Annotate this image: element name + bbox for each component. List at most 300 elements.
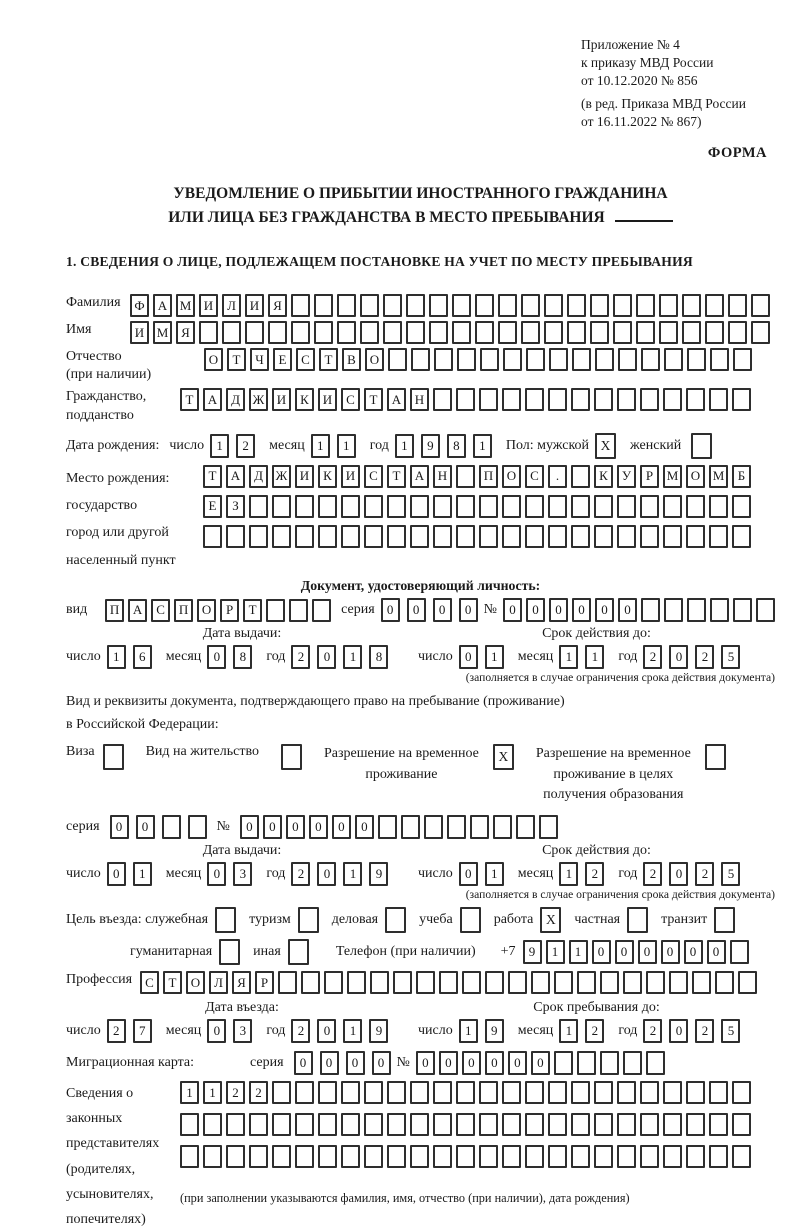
form-cell[interactable]: [281, 744, 302, 770]
form-cell[interactable]: [245, 321, 264, 344]
form-cell[interactable]: [318, 495, 337, 518]
form-cell[interactable]: [663, 1145, 682, 1168]
form-cell[interactable]: [480, 348, 499, 371]
form-cell[interactable]: [410, 525, 429, 548]
form-cell[interactable]: .: [548, 465, 567, 488]
form-cell[interactable]: [452, 294, 471, 317]
form-cell[interactable]: [617, 1081, 636, 1104]
form-cell[interactable]: [709, 1145, 728, 1168]
form-cell[interactable]: [502, 495, 521, 518]
form-cell[interactable]: [416, 971, 435, 994]
form-cell[interactable]: [548, 388, 567, 411]
form-cell[interactable]: [383, 294, 402, 317]
form-cell[interactable]: [337, 294, 356, 317]
form-cell[interactable]: 1: [107, 645, 126, 669]
form-cell[interactable]: [370, 971, 389, 994]
form-cell[interactable]: [663, 388, 682, 411]
form-cell[interactable]: [456, 1113, 475, 1136]
profession-input[interactable]: [140, 971, 757, 994]
form-cell[interactable]: 0: [485, 1051, 504, 1075]
visa-checkbox[interactable]: [103, 744, 124, 770]
form-cell[interactable]: [503, 348, 522, 371]
form-cell[interactable]: [567, 321, 586, 344]
form-cell[interactable]: 8: [233, 645, 252, 669]
form-cell[interactable]: [318, 1113, 337, 1136]
form-cell[interactable]: 5: [721, 645, 740, 669]
form-cell[interactable]: 0: [615, 940, 634, 964]
form-cell[interactable]: [732, 1081, 751, 1104]
form-cell[interactable]: [715, 971, 734, 994]
form-cell[interactable]: [567, 294, 586, 317]
form-cell[interactable]: [479, 525, 498, 548]
form-cell[interactable]: [226, 1113, 245, 1136]
form-cell[interactable]: [732, 1145, 751, 1168]
form-cell[interactable]: [312, 599, 331, 622]
form-cell[interactable]: 0: [508, 1051, 527, 1075]
form-cell[interactable]: [383, 321, 402, 344]
form-cell[interactable]: [219, 939, 240, 965]
form-cell[interactable]: [493, 815, 512, 839]
form-cell[interactable]: 1: [485, 645, 504, 669]
form-cell[interactable]: 2: [226, 1081, 245, 1104]
form-cell[interactable]: 0: [136, 815, 155, 839]
form-cell[interactable]: 0: [207, 645, 226, 669]
form-cell[interactable]: [526, 348, 545, 371]
permit-valid-year-input[interactable]: [643, 862, 740, 886]
form-cell[interactable]: X: [493, 744, 514, 770]
form-cell[interactable]: [502, 388, 521, 411]
permit-issue-day-input[interactable]: [107, 862, 152, 886]
form-cell[interactable]: X: [540, 907, 561, 933]
representatives-input-row3[interactable]: [180, 1145, 751, 1168]
form-cell[interactable]: [525, 388, 544, 411]
form-cell[interactable]: О: [186, 971, 205, 994]
form-cell[interactable]: 0: [286, 815, 305, 839]
form-cell[interactable]: 2: [695, 645, 714, 669]
purpose-other-checkbox[interactable]: [288, 939, 309, 965]
form-cell[interactable]: [617, 495, 636, 518]
form-cell[interactable]: Я: [232, 971, 251, 994]
form-cell[interactable]: 2: [107, 1019, 126, 1043]
form-cell[interactable]: [180, 1113, 199, 1136]
form-cell[interactable]: [636, 294, 655, 317]
form-cell[interactable]: М: [153, 321, 172, 344]
name-input[interactable]: [130, 321, 770, 344]
form-cell[interactable]: [686, 1081, 705, 1104]
form-cell[interactable]: [429, 321, 448, 344]
form-cell[interactable]: А: [410, 465, 429, 488]
form-cell[interactable]: [594, 1081, 613, 1104]
form-cell[interactable]: 0: [346, 1051, 365, 1075]
form-cell[interactable]: 0: [459, 645, 478, 669]
form-cell[interactable]: [364, 1081, 383, 1104]
form-cell[interactable]: М: [176, 294, 195, 317]
form-cell[interactable]: [295, 1081, 314, 1104]
form-cell[interactable]: [341, 1081, 360, 1104]
form-cell[interactable]: 5: [721, 862, 740, 886]
form-cell[interactable]: [272, 1113, 291, 1136]
form-cell[interactable]: 0: [317, 645, 336, 669]
permit-number-input[interactable]: [240, 815, 558, 839]
form-cell[interactable]: 0: [549, 598, 568, 622]
form-cell[interactable]: 0: [381, 598, 400, 622]
form-cell[interactable]: [479, 495, 498, 518]
form-cell[interactable]: [215, 907, 236, 933]
entry-month-input[interactable]: [207, 1019, 252, 1043]
form-cell[interactable]: [521, 321, 540, 344]
purpose-private-checkbox[interactable]: [627, 907, 648, 933]
form-cell[interactable]: [318, 525, 337, 548]
form-cell[interactable]: В: [342, 348, 361, 371]
form-cell[interactable]: [641, 598, 660, 622]
form-cell[interactable]: [531, 971, 550, 994]
form-cell[interactable]: 8: [369, 645, 388, 669]
form-cell[interactable]: 0: [439, 1051, 458, 1075]
form-cell[interactable]: [388, 348, 407, 371]
form-cell[interactable]: 0: [309, 815, 328, 839]
form-cell[interactable]: [600, 1051, 619, 1075]
form-cell[interactable]: [709, 388, 728, 411]
form-cell[interactable]: 7: [133, 1019, 152, 1043]
form-cell[interactable]: [479, 1081, 498, 1104]
form-cell[interactable]: [756, 598, 775, 622]
form-cell[interactable]: [594, 1145, 613, 1168]
form-cell[interactable]: [203, 1113, 222, 1136]
form-cell[interactable]: 2: [236, 434, 255, 458]
form-cell[interactable]: 0: [462, 1051, 481, 1075]
form-cell[interactable]: Р: [255, 971, 274, 994]
entry-day-input[interactable]: [107, 1019, 152, 1043]
birthplace-input-row2[interactable]: [203, 495, 751, 518]
form-cell[interactable]: [571, 1113, 590, 1136]
form-cell[interactable]: [341, 1145, 360, 1168]
form-cell[interactable]: 9: [523, 940, 542, 964]
form-cell[interactable]: [289, 599, 308, 622]
form-cell[interactable]: Д: [226, 388, 245, 411]
doc-issue-year-input[interactable]: [291, 645, 388, 669]
form-cell[interactable]: [613, 294, 632, 317]
form-cell[interactable]: 2: [291, 862, 310, 886]
form-cell[interactable]: [549, 348, 568, 371]
doc-valid-day-input[interactable]: [459, 645, 504, 669]
form-cell[interactable]: [291, 294, 310, 317]
sex-male-checkbox[interactable]: [595, 433, 616, 459]
form-cell[interactable]: С: [364, 465, 383, 488]
form-cell[interactable]: [705, 744, 726, 770]
form-cell[interactable]: Д: [249, 465, 268, 488]
form-cell[interactable]: [387, 1145, 406, 1168]
form-cell[interactable]: 2: [291, 645, 310, 669]
form-cell[interactable]: [341, 525, 360, 548]
form-cell[interactable]: 2: [643, 645, 662, 669]
form-cell[interactable]: [249, 525, 268, 548]
form-cell[interactable]: [456, 1145, 475, 1168]
form-cell[interactable]: Т: [180, 388, 199, 411]
form-cell[interactable]: [640, 1113, 659, 1136]
form-cell[interactable]: [433, 388, 452, 411]
permit-issue-month-input[interactable]: [207, 862, 252, 886]
form-cell[interactable]: [705, 294, 724, 317]
birth-year-input[interactable]: [395, 434, 492, 458]
form-cell[interactable]: [341, 1113, 360, 1136]
form-cell[interactable]: [301, 971, 320, 994]
form-cell[interactable]: [434, 348, 453, 371]
form-cell[interactable]: [364, 1113, 383, 1136]
form-cell[interactable]: [682, 294, 701, 317]
migcard-number-input[interactable]: [416, 1051, 665, 1075]
form-cell[interactable]: [548, 1081, 567, 1104]
form-cell[interactable]: 0: [526, 598, 545, 622]
form-cell[interactable]: [410, 495, 429, 518]
form-cell[interactable]: 2: [695, 862, 714, 886]
form-cell[interactable]: [686, 1113, 705, 1136]
permit-serial-input[interactable]: [110, 815, 207, 839]
form-cell[interactable]: [337, 321, 356, 344]
form-cell[interactable]: [594, 525, 613, 548]
form-cell[interactable]: [525, 1081, 544, 1104]
form-cell[interactable]: [457, 348, 476, 371]
form-cell[interactable]: 2: [695, 1019, 714, 1043]
form-cell[interactable]: [548, 1113, 567, 1136]
form-cell[interactable]: [525, 1145, 544, 1168]
form-cell[interactable]: [577, 971, 596, 994]
form-cell[interactable]: [525, 525, 544, 548]
form-cell[interactable]: 0: [207, 1019, 226, 1043]
form-cell[interactable]: [544, 294, 563, 317]
form-cell[interactable]: [502, 1113, 521, 1136]
form-cell[interactable]: [571, 465, 590, 488]
form-cell[interactable]: [686, 525, 705, 548]
form-cell[interactable]: Ж: [272, 465, 291, 488]
form-cell[interactable]: [516, 815, 535, 839]
representatives-input-row2[interactable]: [180, 1113, 751, 1136]
form-cell[interactable]: [266, 599, 285, 622]
form-cell[interactable]: [222, 321, 241, 344]
form-cell[interactable]: [669, 971, 688, 994]
form-cell[interactable]: [686, 1145, 705, 1168]
form-cell[interactable]: [460, 907, 481, 933]
form-cell[interactable]: Т: [243, 599, 262, 622]
purpose-humanitarian-checkbox[interactable]: [219, 939, 240, 965]
form-cell[interactable]: [544, 321, 563, 344]
form-cell[interactable]: К: [295, 388, 314, 411]
form-cell[interactable]: 0: [433, 598, 452, 622]
stay-year-input[interactable]: [643, 1019, 740, 1043]
form-cell[interactable]: [278, 971, 297, 994]
form-cell[interactable]: С: [151, 599, 170, 622]
form-cell[interactable]: 0: [669, 1019, 688, 1043]
form-cell[interactable]: [364, 525, 383, 548]
form-cell[interactable]: [364, 1145, 383, 1168]
form-cell[interactable]: [646, 971, 665, 994]
form-cell[interactable]: [433, 1113, 452, 1136]
doc-issue-day-input[interactable]: [107, 645, 152, 669]
form-cell[interactable]: [272, 1081, 291, 1104]
form-cell[interactable]: О: [204, 348, 223, 371]
form-cell[interactable]: Ч: [250, 348, 269, 371]
form-cell[interactable]: [433, 1145, 452, 1168]
surname-input[interactable]: [130, 294, 770, 317]
form-cell[interactable]: [663, 1081, 682, 1104]
doc-type-input[interactable]: [105, 599, 331, 622]
form-cell[interactable]: [502, 1145, 521, 1168]
form-cell[interactable]: [439, 971, 458, 994]
form-cell[interactable]: [687, 598, 706, 622]
form-cell[interactable]: [447, 815, 466, 839]
form-cell[interactable]: Р: [220, 599, 239, 622]
form-cell[interactable]: [479, 1145, 498, 1168]
form-cell[interactable]: 1: [210, 434, 229, 458]
form-cell[interactable]: 6: [133, 645, 152, 669]
form-cell[interactable]: [539, 815, 558, 839]
form-cell[interactable]: Я: [176, 321, 195, 344]
doc-number-input[interactable]: [503, 598, 775, 622]
form-cell[interactable]: [732, 388, 751, 411]
form-cell[interactable]: С: [140, 971, 159, 994]
form-cell[interactable]: [324, 971, 343, 994]
form-cell[interactable]: [470, 815, 489, 839]
form-cell[interactable]: [456, 465, 475, 488]
form-cell[interactable]: М: [663, 465, 682, 488]
form-cell[interactable]: П: [105, 599, 124, 622]
form-cell[interactable]: 1: [546, 940, 565, 964]
representatives-input-row1[interactable]: [180, 1081, 751, 1104]
form-cell[interactable]: [730, 940, 749, 964]
form-cell[interactable]: [318, 1081, 337, 1104]
form-cell[interactable]: [401, 815, 420, 839]
form-cell[interactable]: 0: [669, 862, 688, 886]
form-cell[interactable]: И: [295, 465, 314, 488]
form-cell[interactable]: [617, 1113, 636, 1136]
form-cell[interactable]: [272, 495, 291, 518]
form-cell[interactable]: [709, 1081, 728, 1104]
form-cell[interactable]: [485, 971, 504, 994]
form-cell[interactable]: [664, 598, 683, 622]
form-cell[interactable]: 1: [180, 1081, 199, 1104]
residence-permit-checkbox[interactable]: [281, 744, 302, 770]
form-cell[interactable]: [732, 525, 751, 548]
migcard-serial-input[interactable]: [294, 1051, 391, 1075]
form-cell[interactable]: 1: [343, 1019, 362, 1043]
form-cell[interactable]: 0: [707, 940, 726, 964]
form-cell[interactable]: [595, 348, 614, 371]
form-cell[interactable]: X: [595, 433, 616, 459]
form-cell[interactable]: 1: [559, 862, 578, 886]
form-cell[interactable]: 0: [332, 815, 351, 839]
form-cell[interactable]: [617, 388, 636, 411]
temp-residence-checkbox[interactable]: [493, 744, 514, 770]
form-cell[interactable]: 2: [291, 1019, 310, 1043]
form-cell[interactable]: [410, 1113, 429, 1136]
form-cell[interactable]: Я: [268, 294, 287, 317]
form-cell[interactable]: 0: [317, 1019, 336, 1043]
form-cell[interactable]: 1: [343, 645, 362, 669]
form-cell[interactable]: [618, 348, 637, 371]
form-cell[interactable]: [424, 815, 443, 839]
form-cell[interactable]: [554, 1051, 573, 1075]
birth-day-input[interactable]: [210, 434, 255, 458]
form-cell[interactable]: [663, 495, 682, 518]
form-cell[interactable]: [498, 321, 517, 344]
form-cell[interactable]: [162, 815, 181, 839]
form-cell[interactable]: [733, 598, 752, 622]
form-cell[interactable]: [709, 495, 728, 518]
form-cell[interactable]: 0: [294, 1051, 313, 1075]
form-cell[interactable]: Н: [433, 465, 452, 488]
form-cell[interactable]: [249, 1113, 268, 1136]
form-cell[interactable]: [387, 1081, 406, 1104]
form-cell[interactable]: З: [226, 495, 245, 518]
form-cell[interactable]: А: [226, 465, 245, 488]
form-cell[interactable]: [548, 495, 567, 518]
form-cell[interactable]: Р: [640, 465, 659, 488]
form-cell[interactable]: [687, 348, 706, 371]
form-cell[interactable]: 0: [503, 598, 522, 622]
form-cell[interactable]: [710, 348, 729, 371]
doc-valid-month-input[interactable]: [559, 645, 604, 669]
form-cell[interactable]: 9: [421, 434, 440, 458]
form-cell[interactable]: 0: [207, 862, 226, 886]
birthplace-input-row1[interactable]: [203, 465, 751, 488]
form-cell[interactable]: Т: [319, 348, 338, 371]
form-cell[interactable]: [479, 388, 498, 411]
form-cell[interactable]: [295, 1145, 314, 1168]
form-cell[interactable]: [410, 1145, 429, 1168]
form-cell[interactable]: [364, 495, 383, 518]
form-cell[interactable]: [709, 1113, 728, 1136]
form-cell[interactable]: [272, 525, 291, 548]
form-cell[interactable]: [314, 321, 333, 344]
form-cell[interactable]: И: [318, 388, 337, 411]
form-cell[interactable]: С: [525, 465, 544, 488]
form-cell[interactable]: 0: [595, 598, 614, 622]
form-cell[interactable]: И: [199, 294, 218, 317]
form-cell[interactable]: [554, 971, 573, 994]
form-cell[interactable]: [249, 495, 268, 518]
form-cell[interactable]: [318, 1145, 337, 1168]
form-cell[interactable]: 0: [320, 1051, 339, 1075]
form-cell[interactable]: [295, 495, 314, 518]
form-cell[interactable]: А: [128, 599, 147, 622]
form-cell[interactable]: [525, 1113, 544, 1136]
form-cell[interactable]: [387, 495, 406, 518]
form-cell[interactable]: [249, 1145, 268, 1168]
form-cell[interactable]: Т: [163, 971, 182, 994]
form-cell[interactable]: [646, 1051, 665, 1075]
form-cell[interactable]: [498, 294, 517, 317]
form-cell[interactable]: [640, 1145, 659, 1168]
purpose-study-checkbox[interactable]: [460, 907, 481, 933]
form-cell[interactable]: 0: [372, 1051, 391, 1075]
form-cell[interactable]: 5: [721, 1019, 740, 1043]
permit-valid-month-input[interactable]: [559, 862, 604, 886]
permit-valid-day-input[interactable]: [459, 862, 504, 886]
form-cell[interactable]: [188, 815, 207, 839]
purpose-official-checkbox[interactable]: [215, 907, 236, 933]
permit-issue-year-input[interactable]: [291, 862, 388, 886]
form-cell[interactable]: [640, 1081, 659, 1104]
form-cell[interactable]: [502, 525, 521, 548]
form-cell[interactable]: [577, 1051, 596, 1075]
form-cell[interactable]: [594, 388, 613, 411]
form-cell[interactable]: [548, 525, 567, 548]
form-cell[interactable]: [385, 907, 406, 933]
form-cell[interactable]: Н: [410, 388, 429, 411]
form-cell[interactable]: И: [341, 465, 360, 488]
form-cell[interactable]: [623, 971, 642, 994]
form-cell[interactable]: А: [203, 388, 222, 411]
form-cell[interactable]: [571, 1145, 590, 1168]
